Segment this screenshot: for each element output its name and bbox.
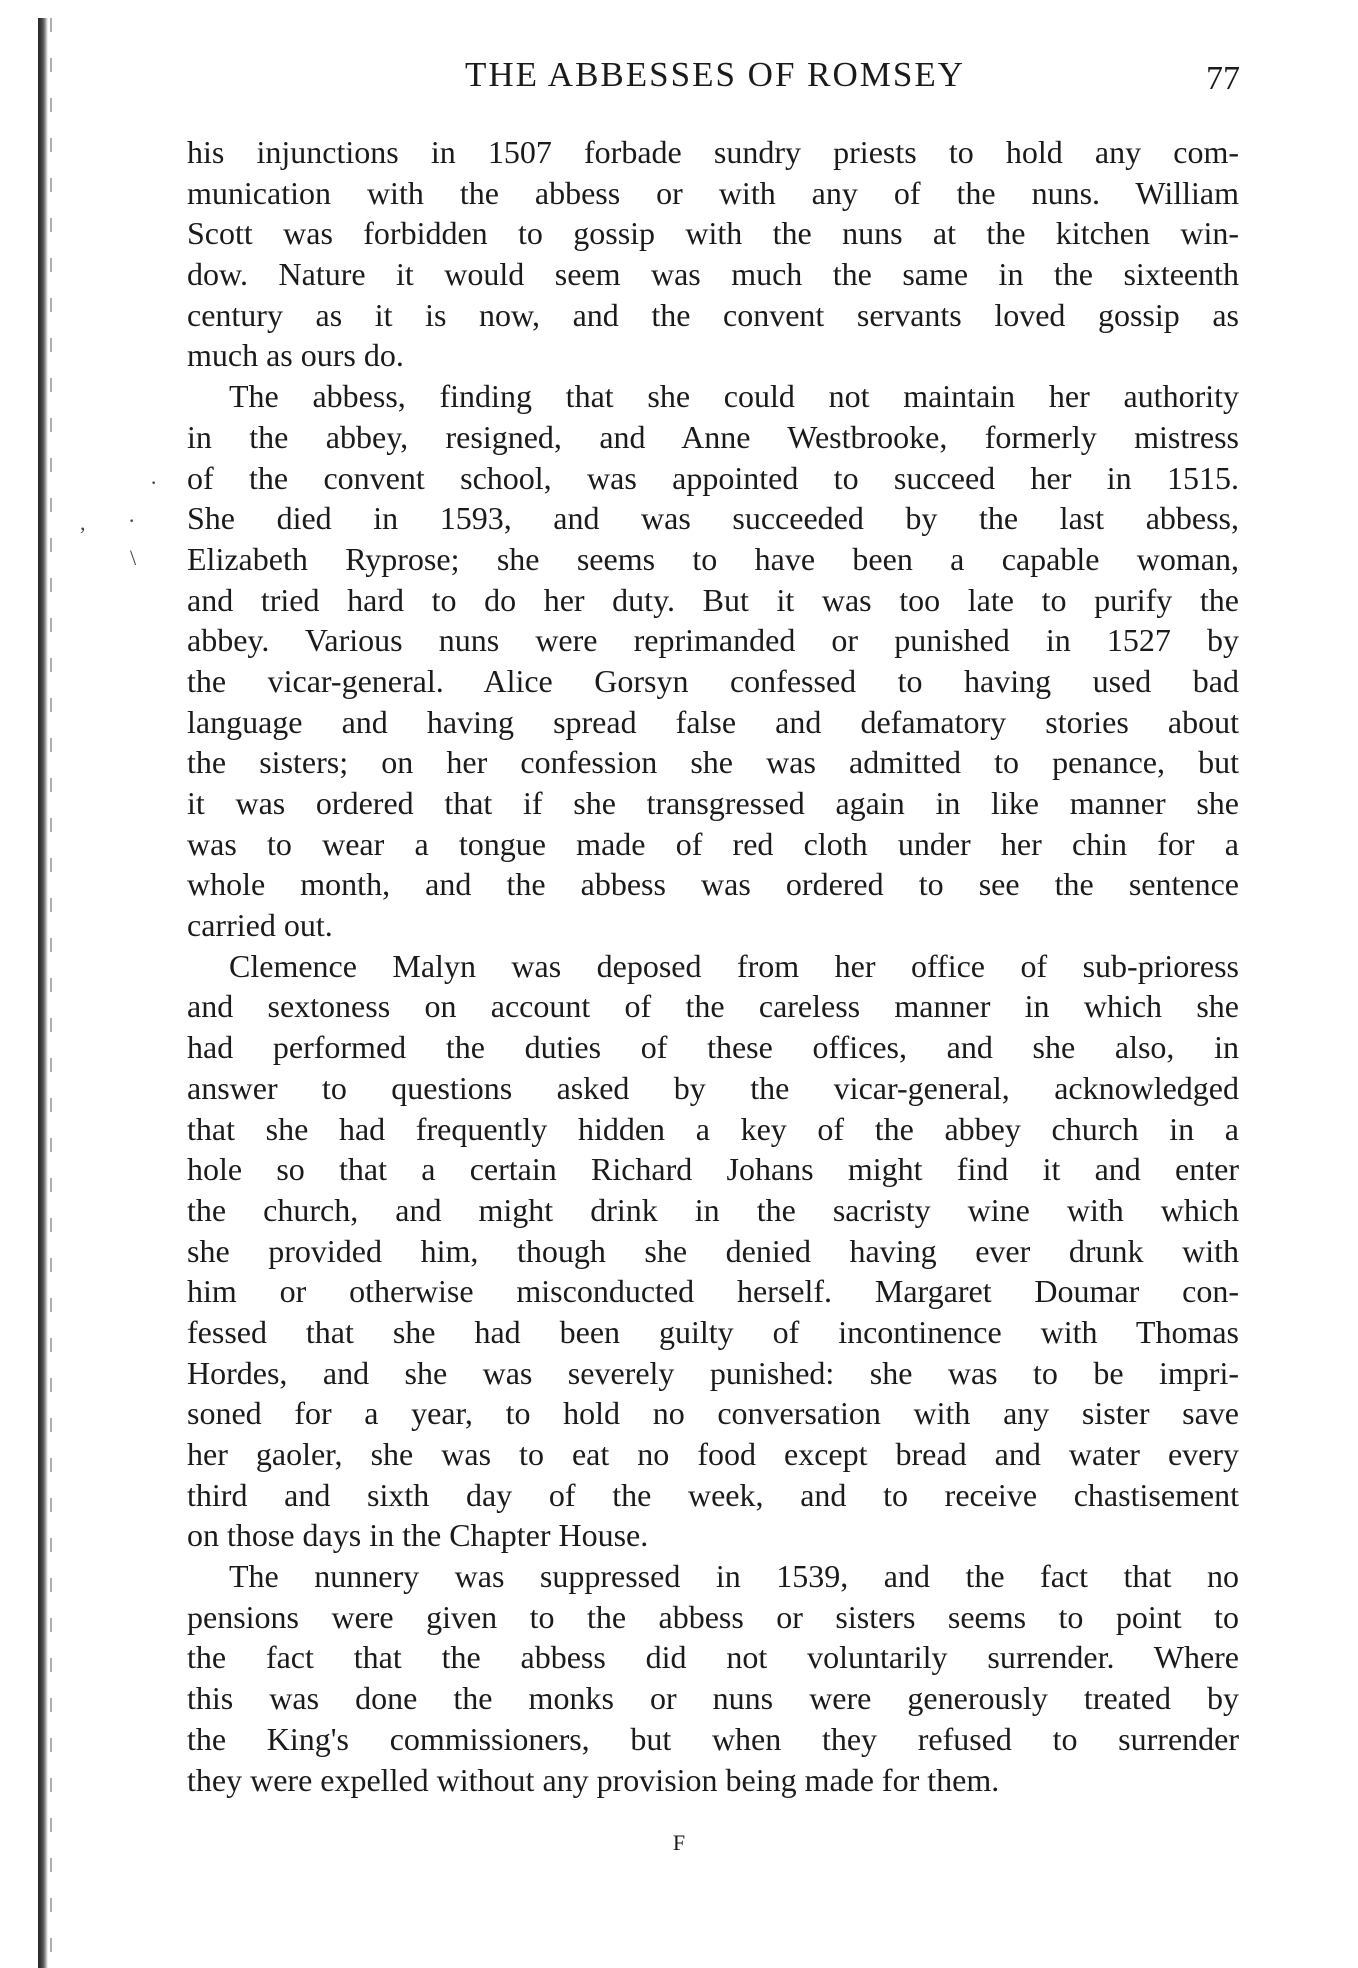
paragraph <box>187 1556 1239 1800</box>
margin-mark: · <box>150 470 158 495</box>
text-line: was to wear a tongue made of red cloth under her chin for a <box>187 825 1239 862</box>
text-line: munication with the abbess or with any of the nuns. William <box>187 174 1239 211</box>
text-line: She died in 1593, and was succeeded by the last abbess, <box>187 500 1239 537</box>
text-line: whole month, and the abbess was ordered to see the sentence <box>187 866 1239 903</box>
running-head <box>190 52 1240 98</box>
text-line: her gaoler, she was to eat no food except bread and water every <box>187 1436 1239 1472</box>
paragraph <box>187 946 1239 1556</box>
text-line: hole so that a certain Richard Johans might find it and enter <box>187 1151 1239 1188</box>
text-line: carried out. <box>187 907 333 944</box>
running-title: THE ABBESSES OF ROMSEY <box>464 55 966 94</box>
text-line: The nunnery was suppressed in 1539, and the fact that no <box>229 1558 1239 1595</box>
margin-mark: \ <box>130 545 137 570</box>
paragraph <box>187 132 1239 376</box>
binding-edge <box>38 18 48 1968</box>
text-line: had performed the duties of these offices, and she also, in <box>187 1029 1239 1066</box>
text-line: him or otherwise misconducted herself. Margaret Doumar con- <box>187 1273 1239 1310</box>
text-line: fessed that she had been guilty of incontinence with Thomas <box>187 1313 1239 1350</box>
text-line: soned for a year, to hold no conversation with any sister save <box>187 1395 1239 1432</box>
text-line: the church, and might drink in the sacristy wine with which <box>187 1191 1239 1228</box>
margin-mark: , <box>80 510 86 535</box>
text-line: The abbess, finding that she could not maintain her authority <box>229 378 1239 415</box>
text-line: they were expelled without any provision being made for them. <box>187 1761 1000 1798</box>
text-line: the sisters; on her confession she was admitted to penance, but <box>187 744 1239 781</box>
text-line: of the convent school, was appointed to succeed her in 1515. <box>187 459 1239 496</box>
text-line: Hordes, and she was severely punished: she was to be impri- <box>187 1354 1239 1391</box>
signature-mark: F <box>672 1830 686 1855</box>
text-line: language and having spread false and defamatory stories about <box>187 703 1239 740</box>
text-line: century as it is now, and the convent servants loved gossip as <box>187 296 1239 333</box>
text-line: in the abbey, resigned, and Anne Westbrooke, formerly mistress <box>187 418 1239 455</box>
page-number: 77 <box>1206 60 1240 97</box>
text-line: the fact that the abbess did not voluntarily surrender. Where <box>187 1639 1239 1676</box>
text-line: third and sixth day of the week, and to receive chastisement <box>187 1476 1239 1513</box>
text-line: much as ours do. <box>187 337 404 374</box>
text-line: that she had frequently hidden a key of the abbey church in a <box>187 1110 1239 1147</box>
text-line: the vicar-general. Alice Gorsyn confessed to having used bad <box>187 662 1239 699</box>
body-text <box>187 132 1239 1800</box>
text-line: she provided him, though she denied having ever drunk with <box>187 1232 1239 1269</box>
text-line: his injunctions in 1507 forbade sundry priests to hold any com- <box>187 134 1239 170</box>
text-line: abbey. Various nuns were reprimanded or punished in 1527 by <box>187 622 1239 659</box>
paragraph <box>187 376 1239 946</box>
text-line: the King's commissioners, but when they refused to surrender <box>187 1720 1239 1757</box>
text-line: Clemence Malyn was deposed from her office of sub-prioress <box>229 947 1239 984</box>
text-line: on those days in the Chapter House. <box>187 1517 649 1554</box>
text-line: dow. Nature it would seem was much the same in the sixteenth <box>187 256 1239 293</box>
text-line: and tried hard to do her duty. But it was too late to purify the <box>187 581 1239 618</box>
text-line: Scott was forbidden to gossip with the nuns at the kitchen win- <box>187 215 1239 252</box>
text-line: it was ordered that if she transgressed again in like manner she <box>187 785 1239 821</box>
text-line: answer to questions asked by the vicar-general, acknowledged <box>187 1069 1239 1106</box>
margin-mark: · <box>128 508 136 533</box>
text-line: and sextoness on account of the careless manner in which she <box>187 988 1239 1025</box>
text-line: this was done the monks or nuns were generously treated by <box>187 1680 1239 1717</box>
text-line: Elizabeth Ryprose; she seems to have been a capable woman, <box>187 540 1239 577</box>
text-line: pensions were given to the abbess or sisters seems to point to <box>187 1598 1239 1635</box>
